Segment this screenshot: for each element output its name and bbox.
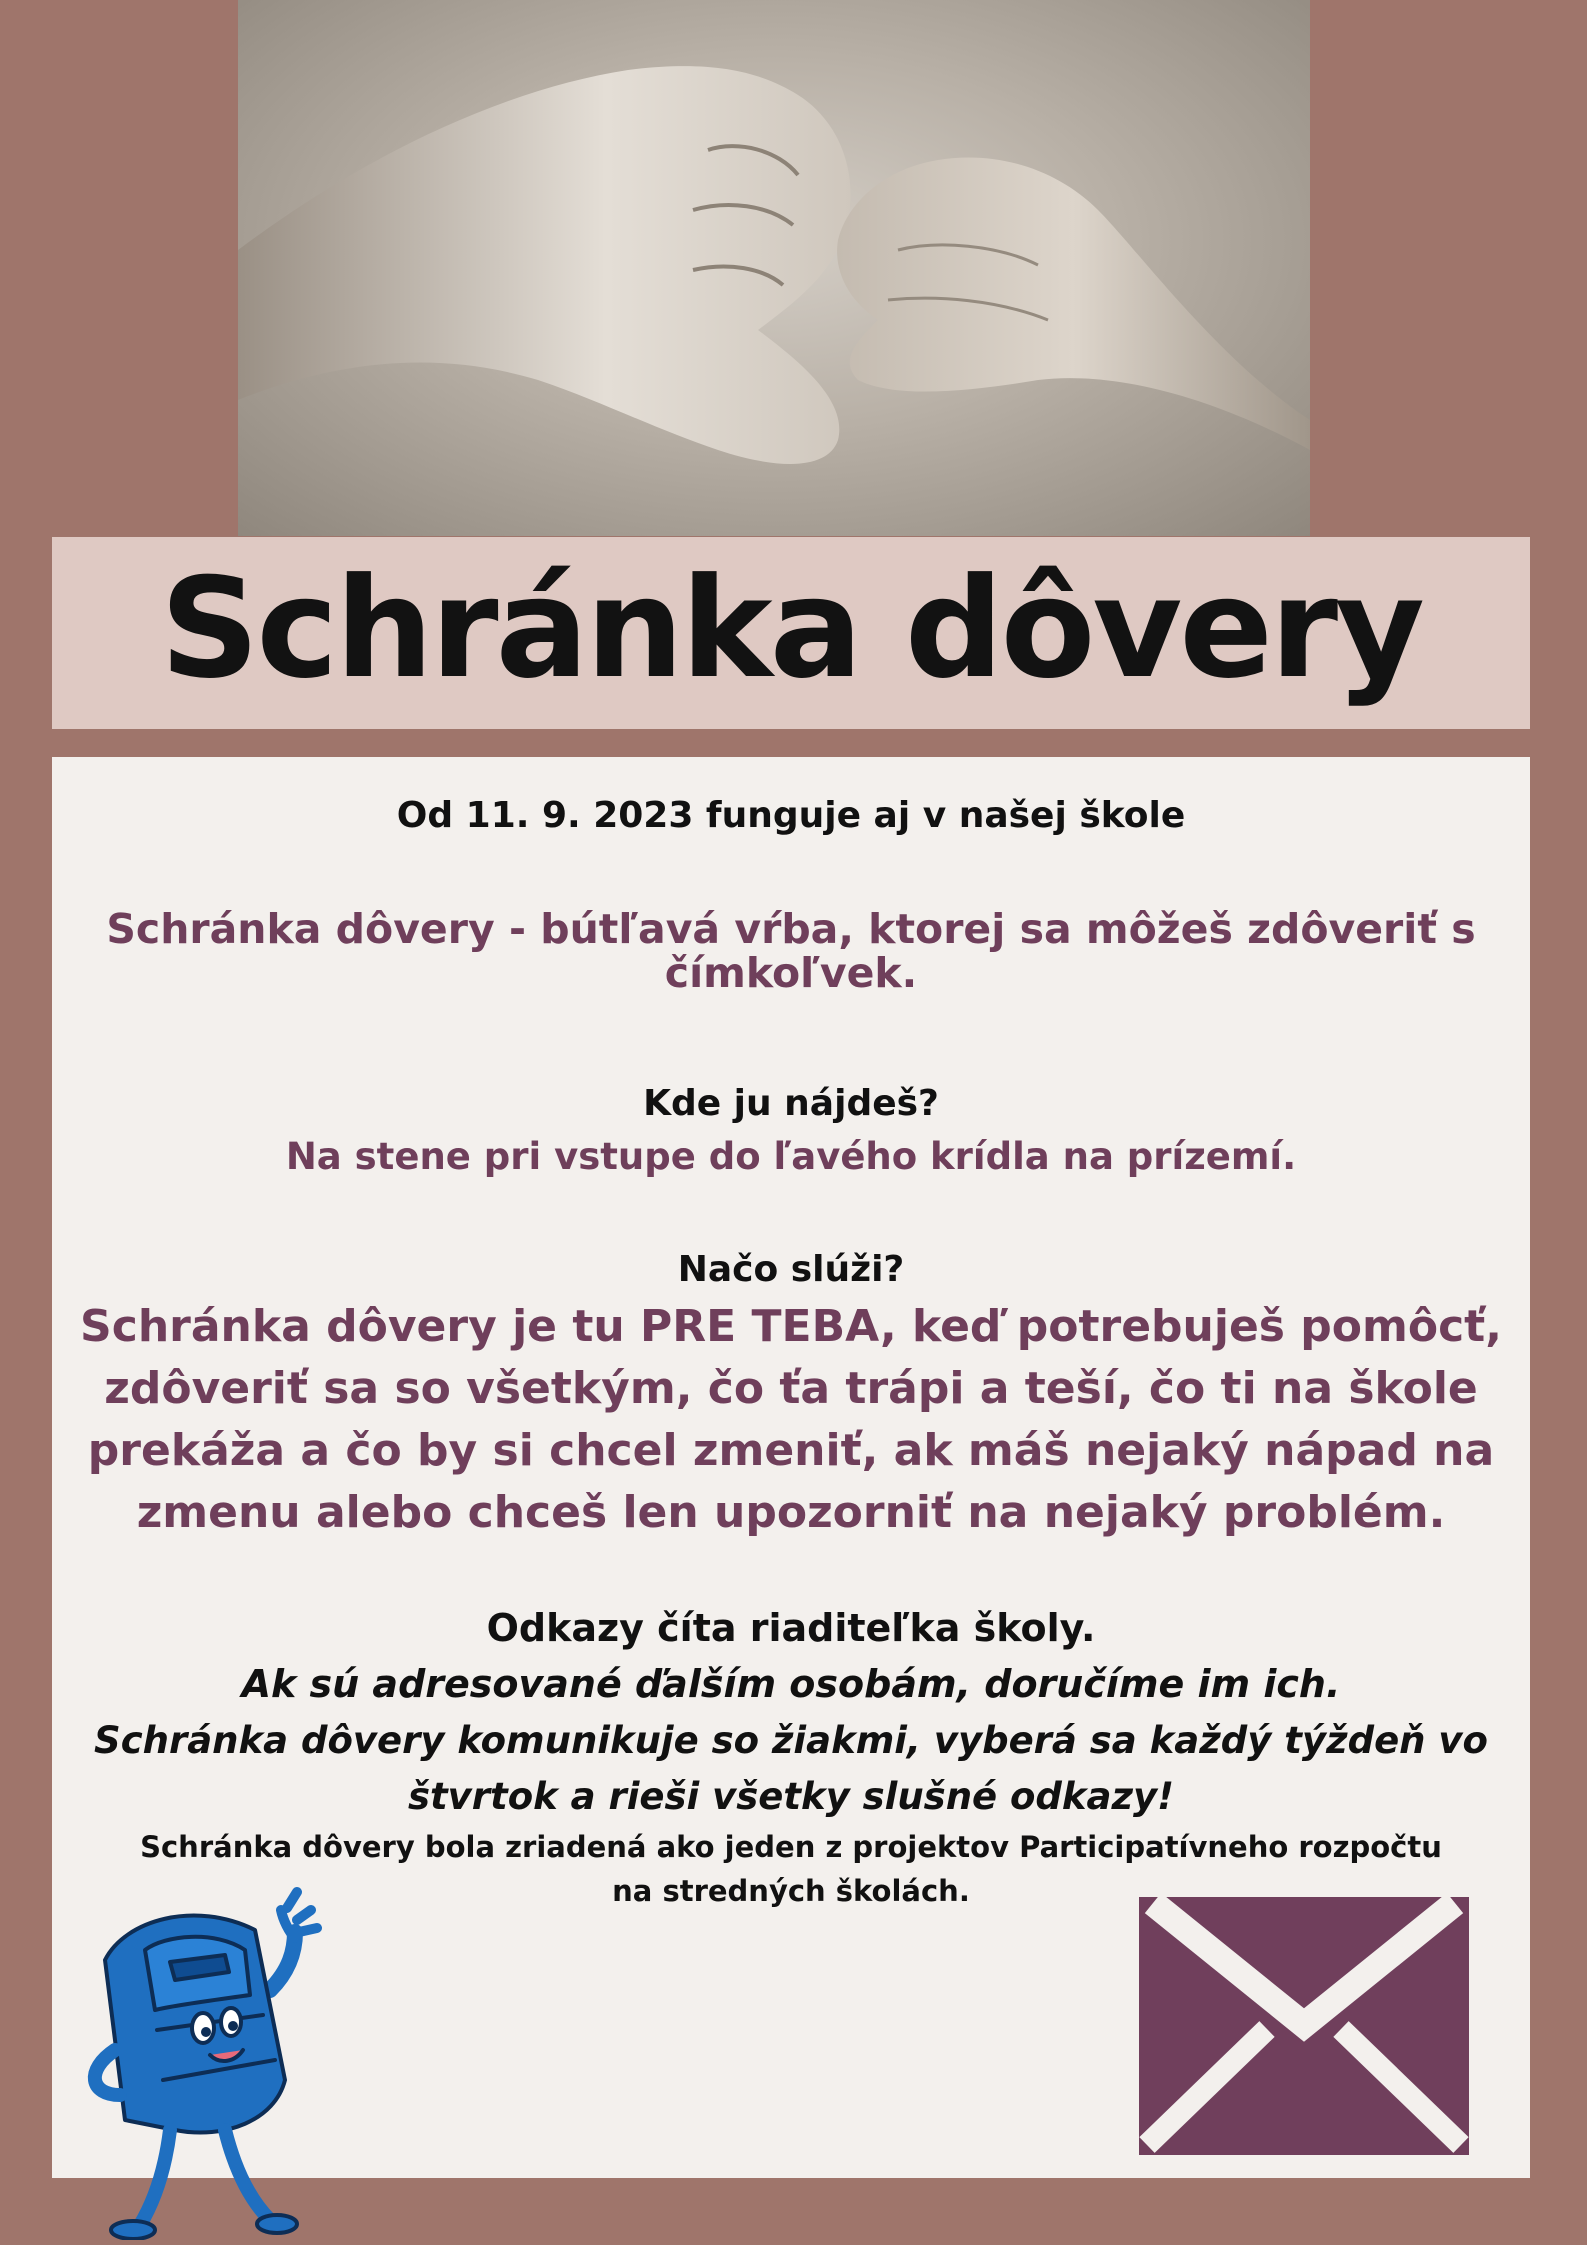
purpose-line-4: zmenu alebo chceš len upozorniť na nejaký problém. bbox=[136, 1487, 1446, 1538]
where-heading: Kde ju nájdeš? bbox=[643, 1083, 939, 1124]
project-line-2: na stredných školách. bbox=[612, 1874, 970, 1908]
communication-line-1: Schránka dôvery komunikuje so žiakmi, vyberá sa každý týždeň vo bbox=[94, 1719, 1488, 1762]
readers-line: Odkazy číta riaditeľka školy. bbox=[486, 1606, 1096, 1650]
intro-line-2: čímkoľvek. bbox=[664, 949, 918, 997]
hands-photo bbox=[238, 0, 1310, 536]
intro-line-1: Schránka dôvery - bútľavá vŕba, ktorej sa môžeš zdôveriť s bbox=[106, 905, 1476, 953]
purpose-line-1: Schránka dôvery je tu PRE TEBA, keď potrebuješ pomôcť, bbox=[80, 1301, 1502, 1352]
purpose-line-3: prekáža a čo by si chcel zmeniť, ak máš nejaký nápad na bbox=[87, 1425, 1495, 1476]
page-title: Schránka dôvery bbox=[160, 548, 1422, 709]
where-answer: Na stene pri vstupe do ľavého krídla na prízemí. bbox=[285, 1135, 1297, 1178]
hands-illustration bbox=[238, 0, 1310, 536]
date-line: Od 11. 9. 2023 funguje aj v našej škole bbox=[396, 795, 1186, 836]
communication-line-2: štvrtok a rieši všetky slušné odkazy! bbox=[407, 1775, 1175, 1818]
title-band bbox=[52, 537, 1530, 729]
purpose-heading: Načo slúži? bbox=[677, 1249, 905, 1290]
envelope-icon bbox=[1139, 1897, 1469, 2155]
purpose-line-2: zdôveriť sa so všetkým, čo ťa trápi a teší, čo ti na škole bbox=[104, 1363, 1478, 1414]
deliver-line: Ak sú adresované ďalším osobám, doručíme im ich. bbox=[241, 1662, 1341, 1706]
mailbox-mascot-icon bbox=[85, 1880, 325, 2240]
project-line-1: Schránka dôvery bola zriadená ako jeden z projektov Participatívneho rozpočtu bbox=[140, 1830, 1442, 1864]
